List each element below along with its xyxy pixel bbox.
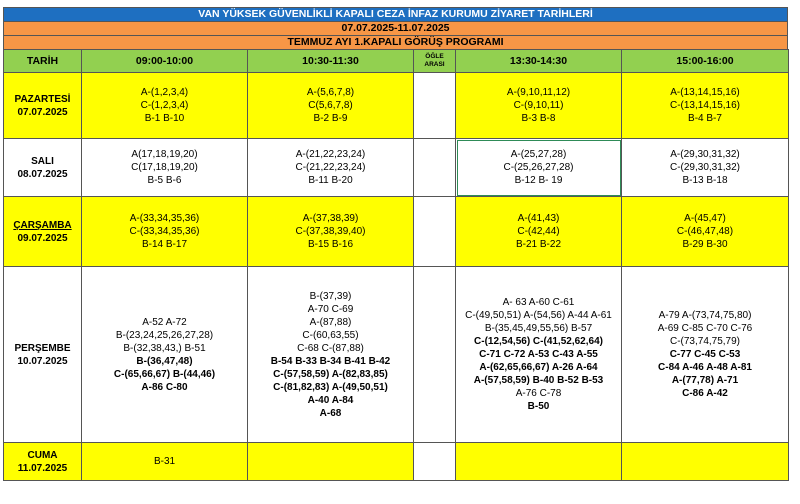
visit-entry: B-12 B- 19 xyxy=(514,175,563,186)
visit-entry: C-(46,47,48) xyxy=(676,226,734,237)
visit-entry: C-(9,10,11) xyxy=(513,100,564,111)
col-header-lunch-break xyxy=(414,50,456,73)
visit-entry: A-(41,43) xyxy=(517,213,560,224)
visit-entry: A-(77,78) A-71 xyxy=(671,375,739,386)
cell-fri-s4 xyxy=(622,443,789,481)
cell-thu-lunch xyxy=(414,267,456,443)
visit-entry: A-(62,65,66,67) A-26 A-64 xyxy=(479,362,598,373)
visit-entry: A-(25,27,28) xyxy=(510,149,567,160)
cell-tue-s2 xyxy=(248,139,414,197)
visit-entry: B-14 B-17 xyxy=(141,239,188,250)
visit-entry: A-86 C-80 xyxy=(141,381,188,393)
day-cell-tuesday xyxy=(4,139,82,197)
visit-entry: A-76 C-78 xyxy=(515,388,562,399)
day-name: SALI xyxy=(31,155,54,167)
col-header-slot-3: 13:30-14:30 xyxy=(456,50,622,73)
visit-entry: A-(45,47) xyxy=(684,213,726,224)
visit-entry: A-(5,6,7,8) xyxy=(306,87,355,98)
visit-entry: C-71 C-72 A-53 C-43 A-55 xyxy=(479,349,598,360)
visit-entry: C-(49,50,51) A-(54,56) A-44 A-61 xyxy=(465,310,612,321)
cell-tue-lunch xyxy=(414,139,456,197)
visit-entry: B-(32,38,43,) B-51 xyxy=(123,342,206,354)
visit-entry: A-(13,14,15,16) xyxy=(670,87,740,98)
day-name: CUMA xyxy=(27,449,58,461)
visit-entry: B-3 B-8 xyxy=(521,113,556,124)
cell-mon-s3 xyxy=(456,73,622,139)
day-cell-thursday xyxy=(4,267,82,443)
visit-entry: B-29 B-30 xyxy=(682,239,728,250)
header-row xyxy=(4,50,789,73)
col-header-slot-1: 09:00-10:00 xyxy=(82,50,248,73)
cell-fri-lunch xyxy=(414,443,456,481)
lunch-label-1: ÖĞLE xyxy=(425,53,444,60)
visit-entry: A-(29,30,31,32) xyxy=(670,149,740,160)
row-tuesday xyxy=(4,139,789,197)
visit-entry: A-70 C-69 xyxy=(307,303,354,315)
document-title: VAN YÜKSEK GÜVENLİKLİ KAPALI CEZA İNFAZ KURUMU ZİYARET TARİHLERİ xyxy=(3,7,788,21)
visit-entry: B-11 B-20 xyxy=(308,175,353,186)
visit-entry: A-52 A-72 xyxy=(142,316,187,328)
visit-entry: B-(23,24,25,26,27,28) xyxy=(115,329,214,341)
visit-schedule-table xyxy=(3,49,789,481)
visit-entry: A-(37,38,39) xyxy=(302,213,359,224)
visit-entry: C-(57,58,59) A-(82,83,85) xyxy=(273,368,388,380)
visit-entry: C(17,18,19,20) xyxy=(131,162,198,173)
cell-thu-s4 xyxy=(622,267,789,443)
cell-thu-s1 xyxy=(82,267,248,443)
day-date: 08.07.2025 xyxy=(17,168,68,180)
visit-entry: C-(73,74,75,79) xyxy=(669,336,741,347)
visit-entry: B-(35,45,49,55,56) B-57 xyxy=(484,323,593,334)
cell-tue-s4 xyxy=(622,139,789,197)
visit-entry: B-2 B-9 xyxy=(313,113,348,124)
visit-entry: C-(1,2,3,4) xyxy=(140,100,189,111)
cell-fri-s2 xyxy=(248,443,414,481)
day-cell-friday xyxy=(4,443,82,481)
visit-entry: A-(1,2,3,4) xyxy=(140,87,189,98)
program-title: TEMMUZ AYI 1.KAPALI GÖRÜŞ PROGRAMI xyxy=(3,35,788,49)
visit-entry: C-77 C-45 C-53 xyxy=(669,349,741,360)
visit-entry: C-(25,26,27,28) xyxy=(503,162,574,173)
cell-mon-s1 xyxy=(82,73,248,139)
day-cell-monday xyxy=(4,73,82,139)
visit-entry: B-13 B-18 xyxy=(682,175,728,186)
cell-fri-s1 xyxy=(82,443,248,481)
visit-entry: B-(36,47,48) xyxy=(136,355,193,367)
visit-entry: C-(13,14,15,16) xyxy=(669,100,741,111)
visit-entry: A-79 A-(73,74,75,80) xyxy=(658,310,752,321)
visit-entry: A-69 C-85 C-70 C-76 xyxy=(657,323,753,334)
day-name: PAZARTESİ xyxy=(14,93,71,105)
cell-wed-s2 xyxy=(248,197,414,267)
visit-entry: C-(33,34,35,36) xyxy=(129,226,200,237)
day-cell-wednesday xyxy=(4,197,82,267)
visit-entry: C-(81,82,83) A-(49,50,51) xyxy=(273,381,388,393)
cell-thu-s2 xyxy=(248,267,414,443)
day-date: 09.07.2025 xyxy=(17,232,68,244)
visit-entry: A-(87,88) xyxy=(309,316,352,328)
row-thursday xyxy=(4,267,789,443)
visit-entry: B-50 xyxy=(527,401,550,412)
cell-wed-s4 xyxy=(622,197,789,267)
visit-entry: B-54 B-33 B-34 B-41 B-42 xyxy=(270,355,391,367)
visit-entry: C(5,6,7,8) xyxy=(308,100,353,111)
visit-entry: A-(57,58,59) B-40 B-52 B-53 xyxy=(473,375,604,386)
visit-entry: C-(37,38,39,40) xyxy=(295,226,366,237)
day-name: ÇARŞAMBA xyxy=(13,219,72,231)
visit-entry: A-40 A-84 xyxy=(307,394,354,406)
col-header-slot-2: 10:30-11:30 xyxy=(248,50,414,73)
visit-entry: C-68 C-(87,88) xyxy=(297,342,364,354)
col-header-date: TARİH xyxy=(4,50,82,73)
day-date: 07.07.2025 xyxy=(17,106,68,118)
visit-entry: A- 63 A-60 C-61 xyxy=(502,297,575,308)
col-header-slot-4: 15:00-16:00 xyxy=(622,50,789,73)
row-wednesday xyxy=(4,197,789,267)
day-name: PERŞEMBE xyxy=(14,342,71,354)
visit-entry: B-4 B-7 xyxy=(688,113,722,124)
row-friday xyxy=(4,443,789,481)
visit-entry: A-(21,22,23,24) xyxy=(295,149,366,160)
visit-entry: A-68 xyxy=(319,407,342,419)
schedule-document xyxy=(3,7,788,481)
day-date: 11.07.2025 xyxy=(17,462,68,474)
row-monday xyxy=(4,73,789,139)
cell-wed-s1 xyxy=(82,197,248,267)
cell-wed-lunch xyxy=(414,197,456,267)
cell-fri-s3 xyxy=(456,443,622,481)
cell-tue-s1 xyxy=(82,139,248,197)
visit-entry: C-86 A-42 xyxy=(682,388,728,399)
visit-entry: B-5 B-6 xyxy=(147,175,182,186)
cell-mon-s2 xyxy=(248,73,414,139)
day-date: 10.07.2025 xyxy=(17,355,68,367)
visit-entry: B-15 B-16 xyxy=(307,239,354,250)
visit-entry: B-(37,39) xyxy=(309,290,352,302)
cell-mon-s4 xyxy=(622,73,789,139)
cell-tue-s3 xyxy=(456,139,622,197)
visit-entry: C-(29,30,31,32) xyxy=(669,162,741,173)
visit-entry: C-(12,54,56) C-(41,52,62,64) xyxy=(474,336,603,347)
visit-entry: C-(60,63,55) xyxy=(302,329,359,341)
cell-thu-s3 xyxy=(456,267,622,443)
cell-mon-lunch xyxy=(414,73,456,139)
cell-wed-s3 xyxy=(456,197,622,267)
lunch-label-2: ARASI xyxy=(424,61,445,68)
visit-entry: C-(42,44) xyxy=(517,226,560,237)
date-range: 07.07.2025-11.07.2025 xyxy=(3,21,788,35)
visit-entry: A-(9,10,11,12) xyxy=(506,87,571,98)
visit-entry: B-1 B-10 xyxy=(144,113,185,124)
visit-entry: B-21 B-22 xyxy=(515,239,562,250)
visit-entry: C-(65,66,67) B-(44,46) xyxy=(113,368,216,380)
visit-entry: C-(21,22,23,24) xyxy=(295,162,366,173)
visit-entry: C-84 A-46 A-48 A-81 xyxy=(658,362,752,373)
visit-entry: A-(33,34,35,36) xyxy=(129,213,200,224)
visit-entry: B-31 xyxy=(153,456,176,467)
visit-entry: A(17,18,19,20) xyxy=(131,149,198,160)
